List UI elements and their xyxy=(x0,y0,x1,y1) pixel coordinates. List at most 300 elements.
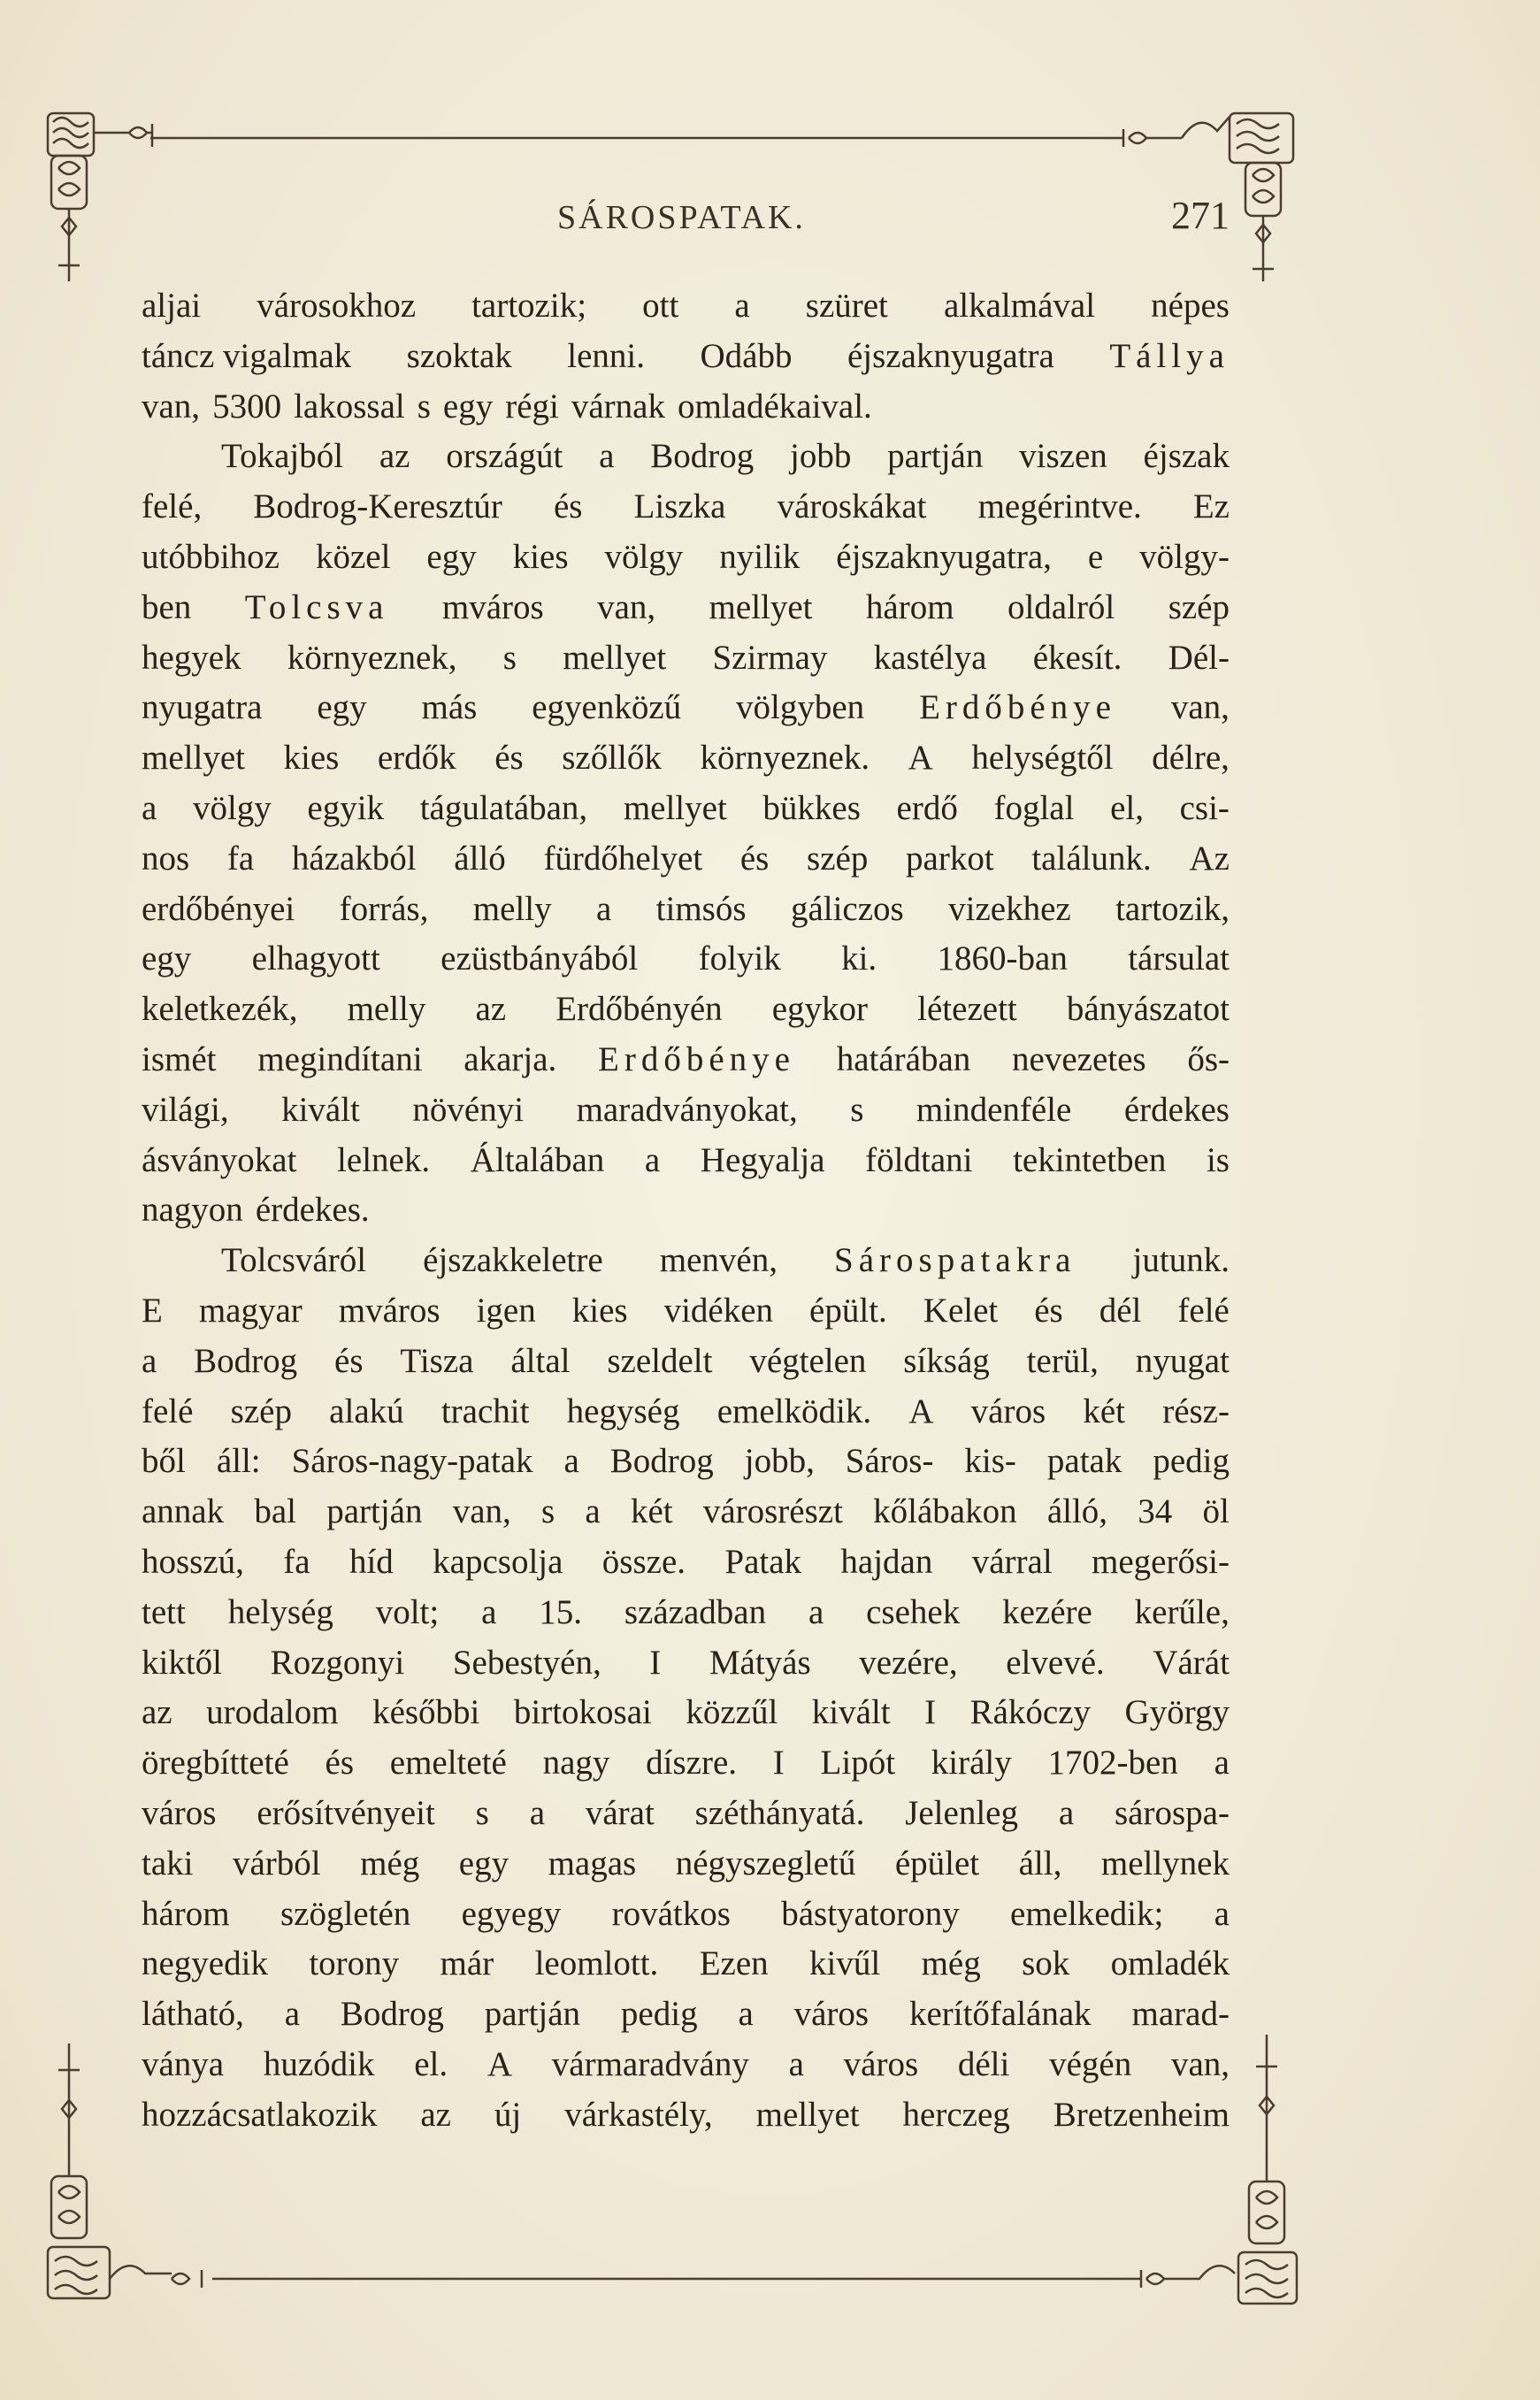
text-word: öregbítteté xyxy=(142,1744,289,1783)
text-word: omladék xyxy=(1110,1944,1230,1983)
text-word: s xyxy=(541,1492,555,1531)
text-word: régi xyxy=(505,387,559,426)
text-word: Általában xyxy=(470,1140,605,1179)
text-word: megérintve. xyxy=(977,487,1142,526)
text-word: e xyxy=(1087,537,1104,576)
text-word: menvén, xyxy=(659,1241,778,1280)
text-word: szoktak xyxy=(406,336,512,375)
text-line xyxy=(142,2090,1230,2141)
text-word: és xyxy=(334,1341,364,1380)
text-word: kivált xyxy=(281,1090,360,1129)
text-word: táncz vigalmak xyxy=(142,336,352,375)
text-word: bal xyxy=(254,1492,296,1531)
text-word: pedig xyxy=(1153,1442,1230,1481)
text-word: urodalom xyxy=(206,1693,339,1732)
text-word: létezett xyxy=(917,990,1017,1029)
text-word: Liszka xyxy=(633,487,726,526)
text-word: végtelen xyxy=(749,1341,867,1380)
text-word: kapcsolja xyxy=(433,1542,563,1581)
text-line xyxy=(142,1688,1230,1738)
text-word: a xyxy=(563,1442,579,1481)
text-word: van, xyxy=(452,1492,511,1531)
text-word: város xyxy=(793,1995,870,2034)
text-word: városkákat xyxy=(777,487,927,526)
text-word: csi- xyxy=(1179,788,1230,827)
text-word: Tolcsváról xyxy=(221,1241,367,1280)
text-word: Bodrog xyxy=(609,1442,714,1481)
text-word: kies xyxy=(512,537,569,576)
text-line xyxy=(142,1890,1230,1940)
text-word: 15. xyxy=(539,1592,582,1631)
text-word: Bodrog-Keresztúr xyxy=(253,487,502,526)
text-word: város xyxy=(970,1392,1046,1430)
text-word: mváros xyxy=(338,1291,441,1330)
text-word: parkot xyxy=(906,839,994,878)
text-word: felé, xyxy=(142,487,203,526)
text-word: a xyxy=(142,788,157,827)
text-word: s xyxy=(502,638,517,677)
text-word: város xyxy=(843,2044,919,2083)
text-word: kerítőfalának xyxy=(908,1995,1092,2034)
text-word: partján xyxy=(484,1995,581,2034)
text-word: vizekhez xyxy=(948,889,1071,928)
text-word: mellyet xyxy=(623,788,727,827)
text-word: melly xyxy=(472,889,552,928)
text-word: népes xyxy=(1151,287,1230,325)
text-line xyxy=(142,1839,1230,1890)
text-word: van, xyxy=(142,387,201,426)
text-word: maradványokat, xyxy=(576,1090,798,1129)
text-word: csehek xyxy=(866,1592,961,1631)
text-line xyxy=(142,1939,1230,1990)
text-word: 1702-ben xyxy=(1047,1744,1178,1783)
text-word: partján xyxy=(326,1492,423,1531)
text-word: Sárospatakra xyxy=(834,1241,1076,1280)
text-word: éjszakkeletre xyxy=(423,1241,603,1280)
text-word: kőlábakon xyxy=(873,1492,1017,1531)
text-word: vezére, xyxy=(859,1643,958,1682)
text-word: és xyxy=(325,1744,355,1783)
text-line xyxy=(142,533,1230,583)
text-line xyxy=(142,834,1230,885)
text-word: össze. xyxy=(601,1542,686,1581)
text-word: helység xyxy=(227,1592,333,1631)
text-line xyxy=(142,1588,1230,1638)
text-word: Várát xyxy=(1153,1643,1230,1682)
text-word: Rákóczy xyxy=(969,1693,1092,1732)
text-word: álló, xyxy=(1046,1492,1108,1531)
text-word: rovátkos xyxy=(611,1894,731,1933)
text-word: nagy xyxy=(542,1744,610,1783)
text-line xyxy=(142,1537,1230,1588)
text-word: és xyxy=(1034,1291,1063,1330)
text-word: a xyxy=(738,1995,754,2034)
text-word: Erdőbénye xyxy=(598,1039,795,1078)
text-word: s xyxy=(850,1090,864,1129)
text-word: három xyxy=(865,587,954,626)
text-word: az xyxy=(475,990,507,1029)
text-word: Dél- xyxy=(1168,638,1230,677)
text-word: megindítani xyxy=(257,1039,423,1078)
text-word: a xyxy=(644,1140,661,1179)
text-word: épület xyxy=(894,1844,980,1882)
text-line xyxy=(142,1236,1230,1286)
text-word: Erdőbényén xyxy=(555,990,723,1029)
text-word: században xyxy=(624,1592,767,1631)
text-word: Jelenleg xyxy=(905,1793,1018,1832)
text-line xyxy=(142,985,1230,1035)
text-word: Kelet xyxy=(923,1291,999,1330)
text-word: kiktől xyxy=(142,1643,223,1682)
text-word: patak xyxy=(1046,1442,1122,1481)
text-word: völgy xyxy=(604,537,684,576)
text-word: végén xyxy=(1049,2044,1132,2083)
text-line xyxy=(142,1387,1230,1438)
text-word: erdőbényei xyxy=(142,889,295,928)
text-line xyxy=(142,1185,1230,1236)
text-word: mellyet xyxy=(755,2095,860,2134)
text-word: vidéken xyxy=(663,1291,774,1330)
text-word: mellyet xyxy=(142,739,245,778)
text-word: Odább xyxy=(700,336,793,375)
text-line xyxy=(142,1990,1230,2040)
text-word: a xyxy=(599,437,615,476)
text-word: éjszaknyugatra xyxy=(847,336,1054,375)
text-word: bányászatot xyxy=(1066,990,1230,1029)
text-word: a xyxy=(808,1592,824,1631)
running-header xyxy=(142,193,1230,246)
text-word: éjszak xyxy=(1143,437,1230,476)
text-word: viszen xyxy=(1019,437,1107,476)
text-word: Bretzenheim xyxy=(1053,2095,1230,2134)
text-word: magyar xyxy=(198,1291,303,1330)
text-word: ásványokat xyxy=(142,1140,297,1179)
text-word: egyegy xyxy=(461,1894,562,1933)
text-word: más xyxy=(421,688,478,727)
text-word: s xyxy=(475,1793,489,1832)
text-word: ős- xyxy=(1187,1039,1230,1078)
text-line xyxy=(142,583,1230,633)
text-word: foglal xyxy=(993,788,1075,827)
text-word: Ezen xyxy=(699,1944,769,1983)
text-word: nevezetes xyxy=(1012,1039,1146,1078)
text-word: házakból xyxy=(291,839,417,878)
text-word: várból xyxy=(232,1844,321,1882)
text-word: Hegyalja xyxy=(700,1140,825,1179)
text-word: szeldelt xyxy=(607,1341,713,1380)
text-word: városrészt xyxy=(702,1492,843,1531)
text-word: négyszegletű xyxy=(675,1844,856,1882)
text-word: nyugat xyxy=(1135,1341,1230,1380)
text-word: jutunk. xyxy=(1132,1241,1230,1280)
text-word: taki xyxy=(142,1844,194,1882)
text-word: szép xyxy=(230,1392,292,1430)
text-word: A xyxy=(908,1392,934,1430)
text-word: mellyet xyxy=(709,587,813,626)
text-word: a xyxy=(595,889,612,928)
text-word: egyik xyxy=(307,788,385,827)
text-word: a xyxy=(585,1492,601,1531)
text-word: város xyxy=(142,1793,217,1832)
text-word: közzűl xyxy=(686,1693,778,1732)
text-word: nyilik xyxy=(719,537,801,576)
text-word: lakossal xyxy=(294,387,405,426)
text-word: az xyxy=(142,1693,172,1732)
text-word: az xyxy=(420,2095,451,2134)
text-line xyxy=(142,2040,1230,2090)
text-word: ezüstbányából xyxy=(441,939,639,978)
text-word: az xyxy=(379,437,410,476)
text-word: áll: xyxy=(216,1442,261,1481)
text-word: látható, xyxy=(142,1995,244,2034)
text-word: vármaradvány xyxy=(551,2044,749,2083)
text-word: emelködik. xyxy=(716,1392,872,1430)
text-word: egy xyxy=(426,537,477,576)
text-word: egyenközű xyxy=(532,688,682,727)
text-word: kerűle, xyxy=(1134,1592,1230,1631)
text-word: a xyxy=(481,1592,497,1631)
text-word: egy xyxy=(317,688,367,727)
text-word: környeznek. xyxy=(700,739,870,778)
text-word: annak xyxy=(142,1492,225,1531)
text-word: egy xyxy=(442,387,494,426)
text-word: 5300 xyxy=(212,387,282,426)
text-word: felé xyxy=(1177,1291,1230,1330)
text-word: erdők xyxy=(377,739,456,778)
text-word: várat xyxy=(585,1793,655,1832)
text-line xyxy=(142,1286,1230,1337)
text-word: fa xyxy=(226,839,255,878)
text-word: marad- xyxy=(1131,1995,1230,2034)
text-word: kivált xyxy=(811,1693,891,1732)
text-word: ott xyxy=(642,287,679,325)
text-word: gáliczos xyxy=(790,889,904,928)
text-word: torony xyxy=(309,1944,400,1983)
text-word: Mátyás xyxy=(709,1643,811,1682)
text-line xyxy=(142,382,1230,433)
text-word: a xyxy=(1214,1894,1230,1933)
text-line xyxy=(142,1337,1230,1387)
text-word: ki. xyxy=(841,939,877,978)
text-line xyxy=(142,733,1230,784)
text-word: Ez xyxy=(1192,487,1230,526)
text-word: földtani xyxy=(865,1140,973,1179)
text-line xyxy=(142,482,1230,533)
text-word: ből xyxy=(142,1442,186,1481)
text-word: tartozik, xyxy=(1115,889,1230,928)
text-word: hozzácsatlakozik xyxy=(142,2095,378,2134)
text-word: két xyxy=(630,1492,673,1531)
text-word: lenni. xyxy=(567,336,645,375)
text-word: ványa xyxy=(142,2044,225,2083)
text-word: Bodrog xyxy=(650,437,755,476)
text-word: széthányatá. xyxy=(694,1793,865,1832)
text-word: keletkezék, xyxy=(142,990,298,1029)
text-word: szögletén xyxy=(280,1894,411,1933)
text-word: és xyxy=(494,739,524,778)
text-word: 34 xyxy=(1138,1492,1173,1531)
text-word: és xyxy=(553,487,583,526)
text-word: megerősi- xyxy=(1092,1542,1230,1581)
text-word: tartozik; xyxy=(471,287,587,325)
text-word: a xyxy=(1058,1793,1075,1832)
text-word: hajdan xyxy=(840,1542,933,1581)
text-word: király xyxy=(931,1744,1012,1783)
text-word: a xyxy=(734,287,750,325)
text-word: várnak xyxy=(571,387,665,426)
text-word: egy xyxy=(458,1844,510,1882)
text-word: 1860-ban xyxy=(937,939,1068,978)
text-word: áll, xyxy=(1018,1844,1062,1882)
text-line xyxy=(142,934,1230,985)
page-number: 271 xyxy=(1171,194,1230,237)
text-word: aljai xyxy=(142,287,202,325)
text-word: mellynek xyxy=(1100,1844,1230,1882)
text-word: felé xyxy=(142,1392,194,1430)
text-word: magas xyxy=(548,1844,637,1882)
text-word: völgyben xyxy=(736,688,865,727)
text-word: timsós xyxy=(655,889,747,928)
text-word: akarja. xyxy=(464,1039,557,1078)
text-word: álló xyxy=(454,839,506,878)
text-word: későbbi xyxy=(372,1693,480,1732)
text-word: A xyxy=(908,739,933,778)
text-word: a xyxy=(529,1793,545,1832)
text-word: terül, xyxy=(1026,1341,1099,1380)
text-word: nyugatra xyxy=(142,688,263,727)
text-word: birtokosai xyxy=(513,1693,652,1732)
body-text xyxy=(142,281,1230,2140)
text-word: A xyxy=(487,2044,513,2083)
text-word: s xyxy=(417,387,431,426)
text-word: ékesít. xyxy=(1032,638,1122,677)
text-line xyxy=(142,784,1230,834)
text-word: mellyet xyxy=(563,638,667,677)
text-word: pedig xyxy=(620,1995,698,2034)
text-word: szüret xyxy=(805,287,888,325)
text-word: folyik xyxy=(698,939,781,978)
text-word: emelteté xyxy=(389,1744,507,1783)
text-word: kis- xyxy=(964,1442,1016,1481)
text-word: szőllők xyxy=(562,739,662,778)
text-word: hosszú, xyxy=(142,1542,244,1581)
corner-ornament-top-left-icon xyxy=(48,113,152,281)
text-word: érdekes xyxy=(1123,1090,1230,1129)
text-word: herczeg xyxy=(902,2095,1010,2134)
text-word: alakú xyxy=(329,1392,404,1430)
text-word: Patak xyxy=(724,1542,802,1581)
text-word: bükkes xyxy=(762,788,861,827)
text-word: sok xyxy=(1022,1944,1070,1983)
text-word: tágulatában, xyxy=(419,788,588,827)
text-word: a xyxy=(788,2044,804,2083)
text-word: egykor xyxy=(771,990,869,1029)
text-word: és xyxy=(739,839,770,878)
text-word: mindenféle xyxy=(916,1090,1072,1129)
text-word: határában xyxy=(836,1039,971,1078)
text-word: Erdőbénye xyxy=(919,688,1116,727)
text-word: híd xyxy=(349,1542,394,1581)
text-word: dél xyxy=(1099,1291,1142,1330)
text-word: el. xyxy=(414,2044,448,2083)
text-word: még xyxy=(360,1844,420,1882)
text-word: Tisza xyxy=(400,1341,474,1380)
text-word: országút xyxy=(446,437,563,476)
text-word: a xyxy=(284,1995,301,2034)
text-word: délre, xyxy=(1152,739,1230,778)
text-word: van, xyxy=(1170,2044,1230,2083)
text-word: emelkedik; xyxy=(1010,1894,1164,1933)
text-line xyxy=(142,885,1230,935)
text-word: Bodrog xyxy=(194,1341,298,1380)
text-line xyxy=(142,1035,1230,1085)
text-word: utóbbihoz xyxy=(142,537,280,576)
text-word: társulat xyxy=(1128,939,1230,978)
text-word: erősítvényeit xyxy=(257,1793,435,1832)
text-word: nagyon xyxy=(142,1191,243,1230)
text-word: Rozgonyi xyxy=(270,1643,405,1682)
text-word: negyedik xyxy=(142,1944,268,1983)
text-word: van, xyxy=(597,587,656,626)
text-word: három xyxy=(142,1894,230,1933)
text-word: trachit xyxy=(441,1392,530,1430)
text-word: kivűl xyxy=(809,1944,881,1983)
text-word: partján xyxy=(887,437,984,476)
text-line xyxy=(142,1738,1230,1789)
text-line xyxy=(142,1085,1230,1136)
text-word: Sebestyén, xyxy=(452,1643,601,1682)
text-word: Tokajból xyxy=(221,437,344,476)
text-word: I xyxy=(649,1643,662,1682)
text-word: igen xyxy=(476,1291,536,1330)
text-line xyxy=(142,432,1230,482)
text-word: öl xyxy=(1202,1492,1230,1531)
text-word: tett xyxy=(142,1592,186,1631)
text-word: alkalmával xyxy=(943,287,1096,325)
text-word: városokhoz xyxy=(257,287,417,325)
text-word: tekintetben xyxy=(1013,1140,1167,1179)
text-word: a xyxy=(142,1341,157,1380)
text-word: a xyxy=(1214,1744,1230,1783)
text-word: Bodrog xyxy=(340,1995,444,2034)
text-line xyxy=(142,1136,1230,1186)
text-word: épült. xyxy=(809,1291,887,1330)
text-word: völgy xyxy=(192,788,272,827)
text-line xyxy=(142,332,1230,382)
text-word: érdekes. xyxy=(255,1191,370,1230)
text-line xyxy=(142,1638,1230,1689)
text-word: szép xyxy=(807,839,869,878)
text-word: Az xyxy=(1189,839,1230,878)
text-word: volt; xyxy=(375,1592,440,1631)
text-line xyxy=(142,1487,1230,1537)
text-word: világi, xyxy=(142,1090,229,1129)
text-word: nos xyxy=(142,839,190,878)
text-word: már xyxy=(440,1944,494,1983)
text-word: elvevé. xyxy=(1006,1643,1105,1682)
text-word: Sáros- xyxy=(845,1442,934,1481)
text-word: el, xyxy=(1110,788,1144,827)
text-word: I xyxy=(772,1744,785,1783)
text-word: növényi xyxy=(412,1090,525,1129)
text-word: is xyxy=(1206,1140,1230,1179)
text-word: még xyxy=(921,1944,981,1983)
text-word: rész- xyxy=(1162,1392,1230,1430)
text-word: jobb, xyxy=(744,1442,815,1481)
text-word: huzódik xyxy=(263,2044,375,2083)
text-word: lelnek. xyxy=(337,1140,431,1179)
text-word: kastélya xyxy=(873,638,987,677)
